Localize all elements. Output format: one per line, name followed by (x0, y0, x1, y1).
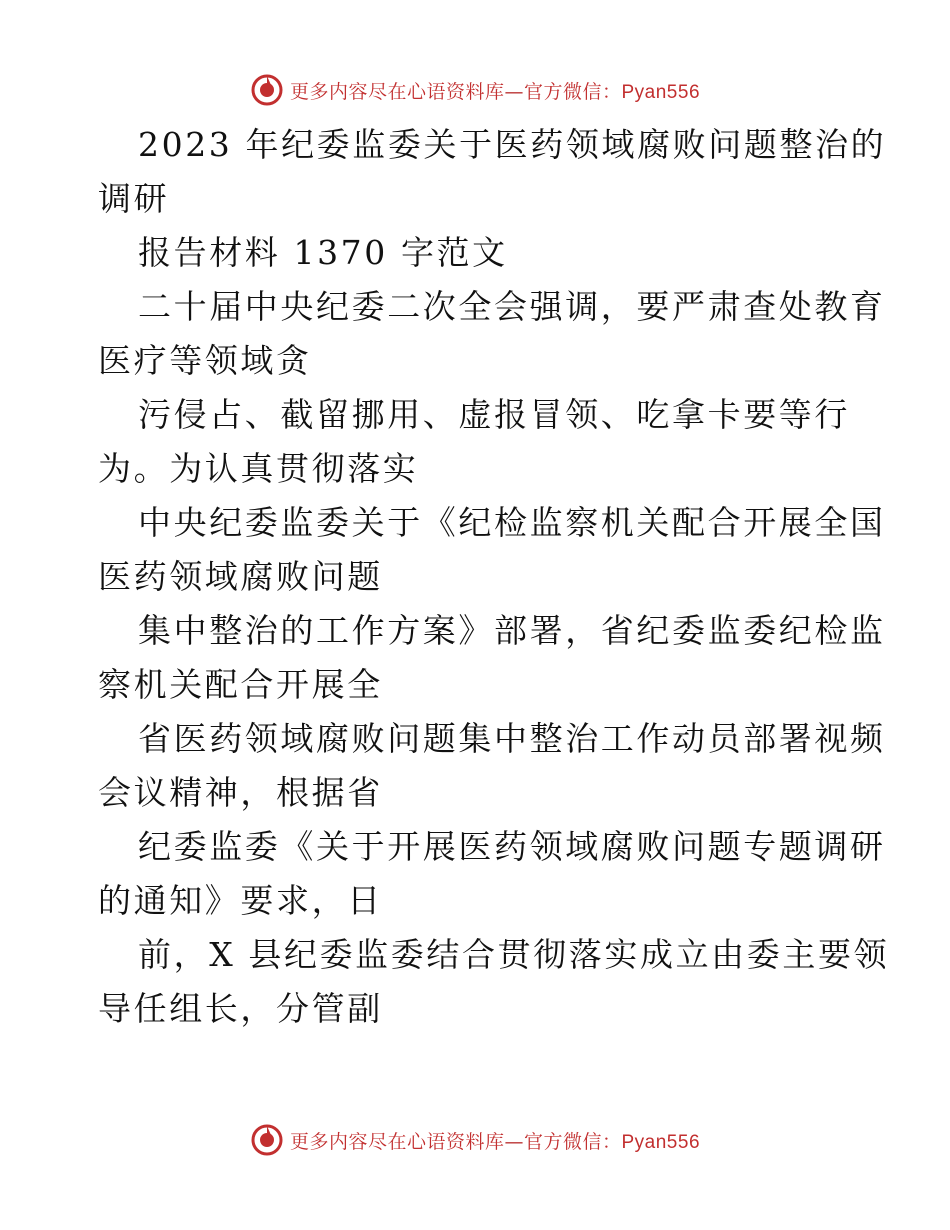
banner-text (290, 1127, 700, 1154)
banner-dash: — (504, 1130, 524, 1153)
document-body (98, 118, 890, 1036)
text-line: 医药领域腐败问题 (98, 557, 383, 596)
banner-account: Pyan556 (621, 81, 701, 103)
text-line: 医疗等领域贪 (98, 341, 312, 380)
text-line: 的通知》要求，日 (98, 881, 383, 920)
banner-promo: 更多内容尽在心语资料库 (289, 1130, 505, 1153)
text-line: 集中整治的工作方案》部署，省纪委监委纪检监 (138, 611, 886, 650)
header-banner (0, 70, 950, 110)
text-line: 纪委监委《关于开展医药领域腐败问题专题调研 (138, 827, 886, 866)
text-line: 导任组长，分管副 (98, 989, 383, 1028)
text-line: 前，X 县纪委监委结合贯彻落实成立由委主要领 (138, 935, 890, 974)
text-line: 调研 (98, 179, 170, 218)
banner-wechat-label: 官方微信： (523, 80, 622, 103)
text-line: 为。为认真贯彻落实 (98, 449, 419, 488)
text-line: 报告材料 1370 字范文 (138, 233, 508, 272)
text-line: 察机关配合开展全 (98, 665, 383, 704)
text-line: 二十届中央纪委二次全会强调，要严肃查处教育 (138, 287, 886, 326)
text-line: 中央纪委监委关于《纪检监察机关配合开展全国 (138, 503, 886, 542)
banner-text (290, 77, 700, 104)
text-line: 省医药领域腐败问题集中整治工作动员部署视频 (138, 719, 886, 758)
footer-banner (0, 1120, 950, 1160)
banner-promo: 更多内容尽在心语资料库 (289, 80, 505, 103)
logo-icon (250, 1123, 284, 1157)
text-line: 会议精神，根据省 (98, 773, 383, 812)
banner-dash: — (504, 80, 524, 103)
text-line: 2023 年纪委监委关于医药领域腐败问题整治的 (138, 125, 887, 164)
banner-account: Pyan556 (621, 1131, 701, 1153)
logo-icon (250, 73, 284, 107)
banner-wechat-label: 官方微信： (523, 1130, 622, 1153)
text-line: 污侵占、截留挪用、虚报冒领、吃拿卡要等行 (138, 395, 850, 434)
